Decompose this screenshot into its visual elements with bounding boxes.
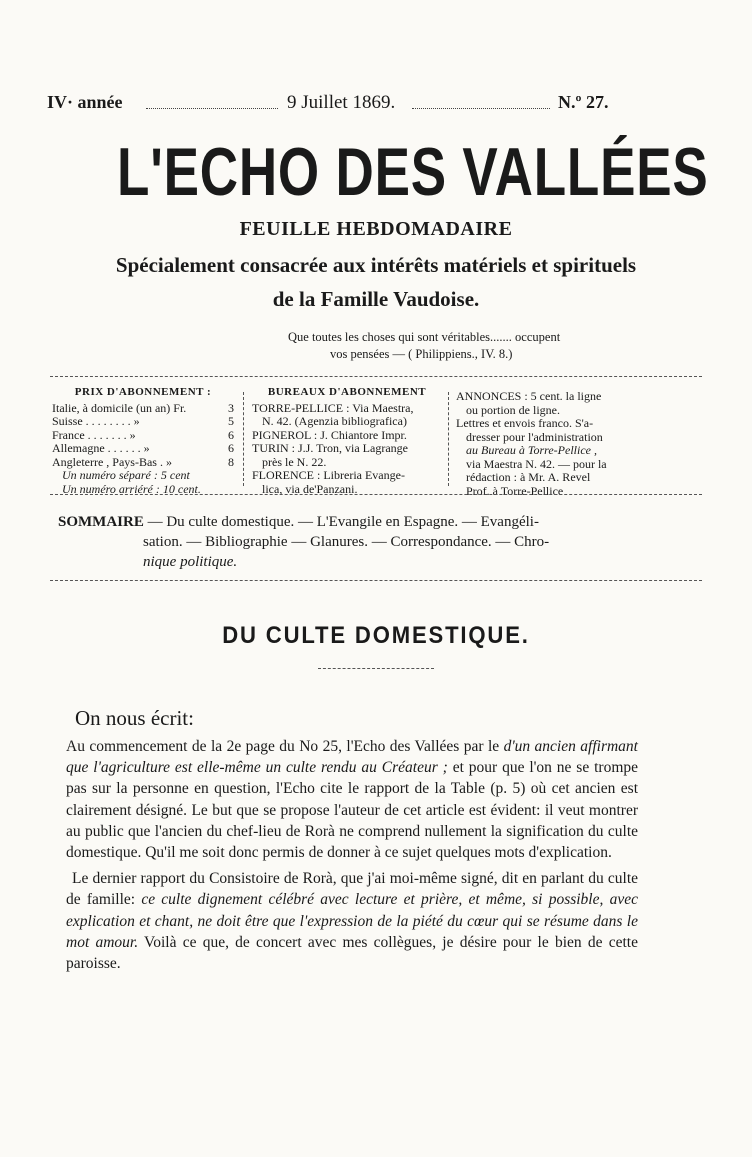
bureaux-line: TORRE-PELLICE : Via Maestra, (252, 400, 414, 415)
epigraph (288, 329, 658, 363)
prix-row: Allemagne . . . . . . » 6 (52, 441, 234, 455)
divider (50, 376, 702, 381)
prix-note: Un numéro arriéré : 10 cent. (62, 481, 201, 496)
bureaux-line: FLORENCE : Libreria Evange- (252, 468, 405, 482)
title-underline (318, 668, 434, 669)
column-separator (243, 392, 244, 486)
annonces-line: au Bureau à Torre-Pellice , (466, 443, 597, 457)
tagline-2: de la Famille Vaudoise. (272, 287, 480, 311)
article-paragraph: Le dernier rapport du Consistoire de Rorà, que j'ai moi-même signé, dit en parlant du culte de famille: ce culte dignement célébré avec lecture et prière, et même, si possible, avec explication et chant, ne doit être que l'expression de la piété du cœur qui se résume dans le mot amour. Voilà ce que, de concert avec mes collègues, je désire pour le bien de cette paroisse. (66, 870, 638, 973)
bureaux-line: lica, via de'Panzani. (262, 481, 358, 496)
article-title: DU CULTE DOMESTIQUE. (222, 622, 530, 649)
sommaire-text: nique politique. (143, 554, 238, 570)
prix-column (52, 386, 234, 496)
bureaux-line: N. 42. (Agenzia bibliografica) (262, 414, 407, 428)
tagline-1: Spécialement consacrée aux intérêts matériels et spirituels (115, 253, 637, 277)
prix-row: Suisse . . . . . . . . » 5 (52, 414, 234, 428)
bureaux-column (252, 386, 442, 496)
prix-note: Un numéro séparé : 5 cent (62, 468, 190, 482)
annonces-line: Lettres et envois franco. S'a- (456, 416, 594, 430)
annonces-line: ou portion de ligne. (466, 402, 560, 417)
column-separator (448, 392, 449, 486)
divider (50, 494, 702, 499)
subtitle: FEUILLE HEBDOMADAIRE (239, 218, 513, 240)
sommaire-text: — Du culte domestique. — L'Evangile en Espagne. — Evangéli- (143, 514, 539, 530)
divider (50, 580, 702, 585)
article-intro: On nous écrit: (75, 706, 194, 730)
prix-row: France . . . . . . . » 6 (52, 427, 234, 442)
annonces-line: via Maestra N. 42. — pour la (466, 456, 607, 471)
annonces-line: dresser pour l'administration (466, 429, 603, 444)
annonces-line: rédaction : à Mr. A. Revel (466, 470, 591, 484)
bureaux-line: PIGNEROL : J. Chiantore Impr. (252, 427, 407, 442)
annonces-column (456, 390, 646, 498)
epigraph-line: vos pensées — ( Philippiens., IV. 8.) (330, 347, 513, 361)
article-paragraph: Au commencement de la 2e page du No 25, l'Echo des Vallées par le d'un ancien affirmant que l'agriculture est elle-même un culte rendu au Créateur ; et pour que l'on ne se trompe pas sur la personne en question, l'Echo cite le rapport de la Table (p. 5) où cet ancien est clairement désigné. Le but que se propose l'auteur de cet article est évident: il veut montrer au public que l'ancien du chef-lieu de Rorà ne comprend nullement la signification du culte domestique. Qu'il me soit donc permis de donner à ce sujet quelques mots d'explication. (66, 738, 639, 862)
bureaux-line: près le N. 22. (262, 454, 327, 469)
bureaux-line: TURIN : J.J. Tron, via Lagrange (252, 441, 408, 455)
epigraph-line: Que toutes les choses qui sont véritables....... occupent (288, 330, 561, 344)
prix-heading: PRIX D'ABONNEMENT : (74, 386, 212, 398)
header-rule (412, 108, 550, 109)
issue-date: 9 Juillet 1869. (287, 92, 396, 113)
header-rule (146, 108, 278, 109)
annonces-line: Prof. à Torre-Pellice (466, 483, 564, 498)
article-body (66, 736, 638, 979)
sommaire (58, 512, 688, 572)
sommaire-text: sation. — Bibliographie — Glanures. — Correspondance. — Chro- (143, 534, 550, 550)
sommaire-label: SOMMAIRE (58, 514, 144, 530)
prix-row: Italie, à domicile (un an) Fr. 3 (52, 400, 234, 415)
issue-number: N.º 27. (558, 92, 609, 112)
annonces-line: ANNONCES : 5 cent. la ligne (456, 389, 602, 403)
issue-year: IV· année (47, 92, 123, 112)
prix-row: Angleterre , Pays-Bas . » 8 (52, 454, 234, 469)
newspaper-title: L'ECHO DES VALLÉES (117, 134, 709, 210)
bureaux-heading: BUREAUX D'ABONNEMENT (267, 386, 427, 398)
